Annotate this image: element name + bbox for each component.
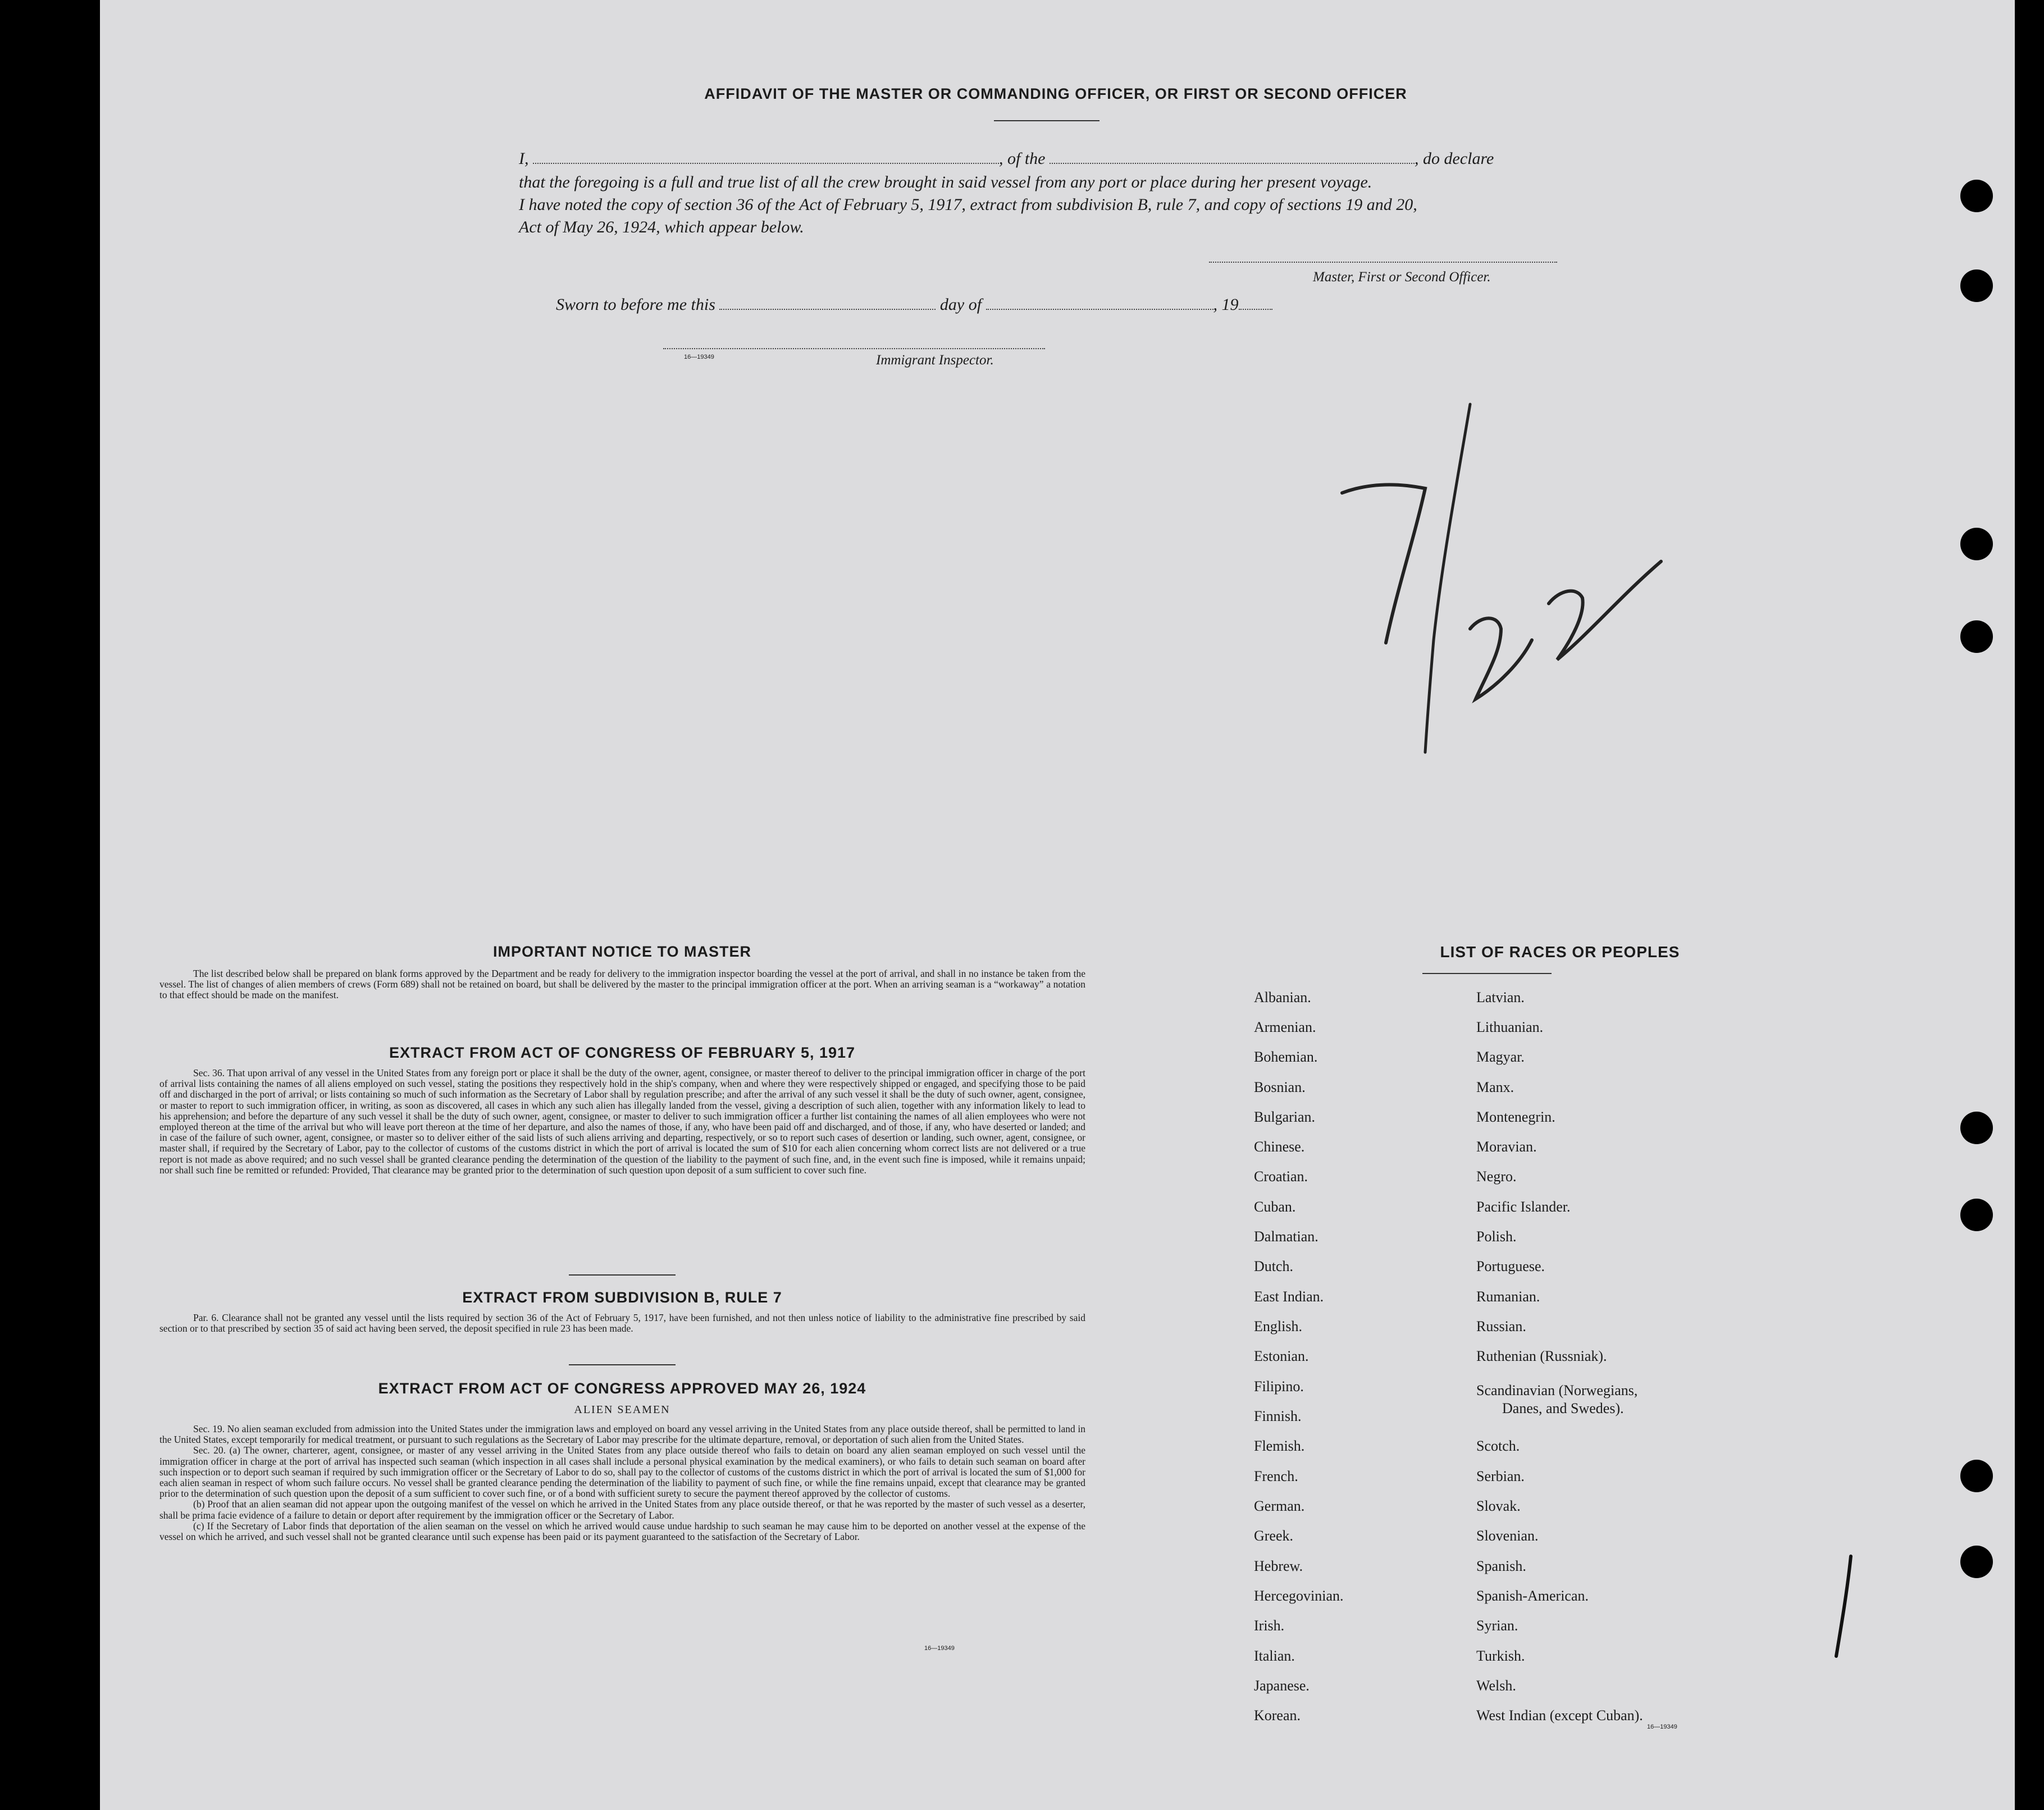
declaration-line-1 (519, 149, 1698, 168)
race-left-13: Estonian. (1254, 1348, 1309, 1364)
sworn-month-blank[interactable] (986, 309, 1213, 310)
inspector-label: Immigrant Inspector. (876, 353, 994, 368)
extract-rule7-title: EXTRACT FROM SUBDIVISION B, RULE 7 (462, 1289, 782, 1306)
affidavit-title: AFFIDAVIT OF THE MASTER OR COMMANDING OFFICER, OR FIRST OR SECOND OFFICER (704, 85, 1407, 102)
race-left-12: English. (1254, 1318, 1302, 1334)
declaration-line-4: Act of May 26, 1924, which appear below. (519, 218, 804, 236)
form-page (100, 0, 2015, 1810)
race-left-4: Bosnian. (1254, 1079, 1306, 1095)
race-left-20: Hebrew. (1254, 1558, 1303, 1574)
sworn-line (556, 295, 1272, 314)
race-left-19: Greek. (1254, 1528, 1294, 1544)
race-right-17: Serbian. (1476, 1468, 1525, 1484)
extract-1917-title: EXTRACT FROM ACT OF CONGRESS OF FEBRUARY 5, 1917 (389, 1044, 856, 1061)
affidavit-form-number: 16—19349 (684, 354, 714, 360)
race-right-6: Moravian. (1476, 1139, 1537, 1155)
race-right-22: Syrian. (1476, 1617, 1518, 1634)
extract-1924-subtitle: ALIEN SEAMEN (574, 1404, 670, 1416)
divider-1 (569, 1274, 676, 1276)
race-right-12: Russian. (1476, 1318, 1526, 1334)
race-right-3: Magyar. (1476, 1049, 1525, 1065)
vessel-blank[interactable] (1050, 163, 1415, 164)
extract-rule7-text: Par. 6. Clearance shall not be granted any vessel until the lists required by section 36 of the Act of February 5, 1917, have been furnished, and not then unless notice of liability to the administrative fine prescribed by said section or to that prescribed by section 35 of said act having been served, the deposit specified in rule 23 has been made. (159, 1312, 1085, 1334)
extract-1924-title: EXTRACT FROM ACT OF CONGRESS APPROVED MAY 26, 1924 (378, 1380, 866, 1397)
race-left-6: Chinese. (1254, 1139, 1305, 1155)
race-right-16: Scotch. (1476, 1438, 1520, 1454)
race-right-9: Polish. (1476, 1228, 1517, 1245)
name-blank[interactable] (533, 163, 999, 164)
sworn-year: , 19 (1213, 295, 1239, 314)
race-left-16: Flemish. (1254, 1438, 1305, 1454)
handwritten-date-mark (1307, 393, 1813, 831)
punch-hole-1 (1960, 180, 1993, 212)
notice-title: IMPORTANT NOTICE TO MASTER (493, 943, 751, 960)
divider-2 (569, 1364, 676, 1365)
sec-19-text: Sec. 19. No alien seaman excluded from admission into the United States under the immigration laws and employed on board any vessel arriving in the United States from any place outside thereof, shall be permitted to land in the United States, except temporarily for medical treatment, or pursuant to such regulations as the Secretary of Labor may prescribe for the ultimate departure, removal, or deportation of such alien from the United States. (159, 1423, 1085, 1446)
extract-1917-text: Sec. 36. That upon arrival of any vessel in the United States from any foreign port or place it shall be the duty of the owner, agent, consignee, or master thereof to deliver to the principal immigration officer in charge of the port of arrival lists containing the names of all aliens employed on such vessel, stating the positions they respectively hold in the ship's company, when and where they were respectively shipped or engaged, and specifying those to be paid off and discharged in the port of arrival; or lists containing so much of such information as the Secretary of Labor shall by regulation prescribe; and after the arrival of any such vessel it shall be the duty of such owner, agent, consignee, or master to report to such immigration officer, in writing, as soon as discovered, all cases in which any such alien has illegally landed from the vessel, giving a description of such alien, together with any information likely to lead to his apprehension; and before the departure of any such vessel it shall be the duty of such owner, agent, consignee, or master to deliver to such immigration officer a further list containing the names of all alien employees who were not employed thereon at the time of the arrival but who will leave port thereon at the time of her departure, and also the names of those, if any, who have been paid off and discharged, and of those, if any, who have deserted or landed; and in case of the failure of such owner, agent, consignee, or master so to deliver either of the said lists of such aliens arriving and departing, respectively, or so to report such cases of desertion or landing, such owner, agent, consignee, or master shall, if required by the Secretary of Labor, pay to the collector of customs of the customs district in which the port of arrival is located the sum of $10 for each alien concerning whom correct lists are not delivered or a true report is not made as above required; and no such vessel shall be granted clearance pending the determination of the question of the liability to the payment of such fine, and, in the event such fine is imposed, while it remains unpaid; nor shall such fine be remitted or refunded: Provided, That clearance may be granted prior to the determination of such question upon deposit of a sum sufficient to cover such fine. (159, 1067, 1085, 1176)
race-left-23: Italian. (1254, 1648, 1295, 1664)
race-left-9: Dalmatian. (1254, 1228, 1318, 1245)
sworn-prefix: Sworn to before me this (556, 295, 715, 314)
race-left-2: Armenian. (1254, 1019, 1316, 1035)
sec-20b-text: (b) Proof that an alien seaman did not appear upon the outgoing manifest of the vessel on which he arrived in the United States from any place outside thereof, or that he was reported by the master of such vessel as a deserter, shall be prima facie evidence of a failure to detain or deport after requirement by the immigration officer or the Secretary of Labor. (159, 1498, 1085, 1521)
race-right-1: Latvian. (1476, 989, 1525, 1005)
race-left-21: Hercegovinian. (1254, 1588, 1344, 1604)
race-left-25: Korean. (1254, 1707, 1301, 1724)
race-left-22: Irish. (1254, 1617, 1285, 1634)
sworn-day-blank[interactable] (719, 309, 936, 310)
declaration-of-the: , of the (999, 149, 1046, 168)
race-right-8: Pacific Islander. (1476, 1199, 1571, 1215)
sworn-day-of: day of (939, 295, 982, 314)
race-right-24: Welsh. (1476, 1678, 1516, 1694)
signature-blank[interactable] (1209, 262, 1557, 263)
race-right-13: Ruthenian (Russniak). (1476, 1348, 1607, 1364)
race-left-18: German. (1254, 1498, 1305, 1514)
races-form-number: 16—19349 (1647, 1724, 1677, 1730)
punch-hole-5 (1960, 1112, 1993, 1144)
race-left-14: Filipino. (1254, 1378, 1304, 1395)
sec-20c-text: (c) If the Secretary of Labor finds that deportation of the alien seaman on the vessel on which he arrived would cause undue hardship to such seaman he may cause him to be deported on another vessel at the expense of the vessel on which he arrived, and such vessel shall not be granted clearance until such expense has been paid or its payment guaranteed to the satisfaction of the Secretary of Labor. (159, 1520, 1085, 1543)
sworn-year-blank[interactable] (1239, 309, 1272, 310)
race-left-17: French. (1254, 1468, 1298, 1484)
declaration-line-3: I have noted the copy of section 36 of the Act of February 5, 1917, extract from subdivision B, rule 7, and copy of sections 19 and 20, (519, 195, 1417, 214)
race-left-15: Finnish. (1254, 1408, 1302, 1424)
signer-label: Master, First or Second Officer. (1313, 269, 1491, 285)
race-left-3: Bohemian. (1254, 1049, 1318, 1065)
declaration-line-2: that the foregoing is a full and true list of all the crew brought in said vessel from any port or place during her present voyage. (519, 173, 1372, 191)
race-left-11: East Indian. (1254, 1288, 1324, 1305)
races-title-underline (1422, 973, 1552, 974)
punch-hole-3 (1960, 528, 1993, 560)
race-right-19: Slovenian. (1476, 1528, 1539, 1544)
race-right-14: Scandinavian (Norwegians, (1476, 1382, 1638, 1398)
notice-form-number: 16—19349 (924, 1645, 955, 1652)
race-right-4: Manx. (1476, 1079, 1514, 1095)
notice-text: The list described below shall be prepared on blank forms approved by the Department and be ready for delivery to the immigration inspector boarding the vessel at the port of arrival, and shall in no instance be taken from the vessel. The list of changes of alien members of crews (Form 689) shall not be retained on board, but shall be delivered by the master to the principal immigration officer at the port. When an arriving seaman is a “workaway” a notation to that effect should be made on the manifest. (159, 968, 1085, 1001)
race-right-11: Rumanian. (1476, 1288, 1540, 1305)
extract-1924-body (159, 1424, 1085, 1542)
race-right-25: West Indian (except Cuban). (1476, 1707, 1643, 1724)
race-left-8: Cuban. (1254, 1199, 1296, 1215)
punch-hole-7 (1960, 1460, 1993, 1492)
race-left-7: Croatian. (1254, 1168, 1308, 1185)
sec-20a-text: Sec. 20. (a) The owner, charterer, agent, consignee, or master of any vessel arriving in the United States from any place outside thereof who fails to detain on board any alien seaman employed on such vessel until the immigration officer in charge at the port of arrival has inspected such seaman (which inspection in all cases shall include a personal physical examination by the medical examiners), or who fails to detain such seaman on board after such inspection or to deport such seaman if required by such immigration officer or the Secretary of Labor to do so, shall pay to the collector of customs of the customs district in which the port of arrival is located the sum of $1,000 for each alien seaman in respect of whom such failure occurs. No vessel shall be granted clearance pending the determination of the liability to payment of such fine, or while the fine remains unpaid, except that clearance may be granted prior to the determination of such question upon the deposit of a sum sufficient to cover such fine, or of a bond with sufficient surety to secure the payment thereof approved by the collector of customs. (159, 1445, 1085, 1500)
punch-hole-4 (1960, 620, 1993, 653)
race-right-15: Danes, and Swedes). (1502, 1400, 1624, 1416)
declaration-i: I, (519, 149, 529, 168)
race-left-10: Dutch. (1254, 1258, 1294, 1274)
race-right-21: Spanish-American. (1476, 1588, 1589, 1604)
race-left-5: Bulgarian. (1254, 1109, 1316, 1125)
declaration-declare: , do declare (1415, 149, 1494, 168)
race-right-20: Spanish. (1476, 1558, 1526, 1574)
race-right-23: Turkish. (1476, 1648, 1525, 1664)
race-left-1: Albanian. (1254, 989, 1311, 1005)
race-right-7: Negro. (1476, 1168, 1517, 1185)
race-right-18: Slovak. (1476, 1498, 1521, 1514)
race-right-10: Portuguese. (1476, 1258, 1545, 1274)
race-right-5: Montenegrin. (1476, 1109, 1555, 1125)
title-underline (994, 120, 1099, 121)
race-left-24: Japanese. (1254, 1678, 1310, 1694)
races-title: LIST OF RACES OR PEOPLES (1440, 943, 1680, 961)
punch-hole-6 (1960, 1199, 1993, 1231)
race-right-2: Lithuanian. (1476, 1019, 1544, 1035)
punch-hole-2 (1960, 269, 1993, 302)
punch-hole-8 (1960, 1546, 1993, 1578)
inspector-signature-blank[interactable] (663, 348, 1045, 349)
handwritten-tally-mark (1829, 1550, 1863, 1662)
